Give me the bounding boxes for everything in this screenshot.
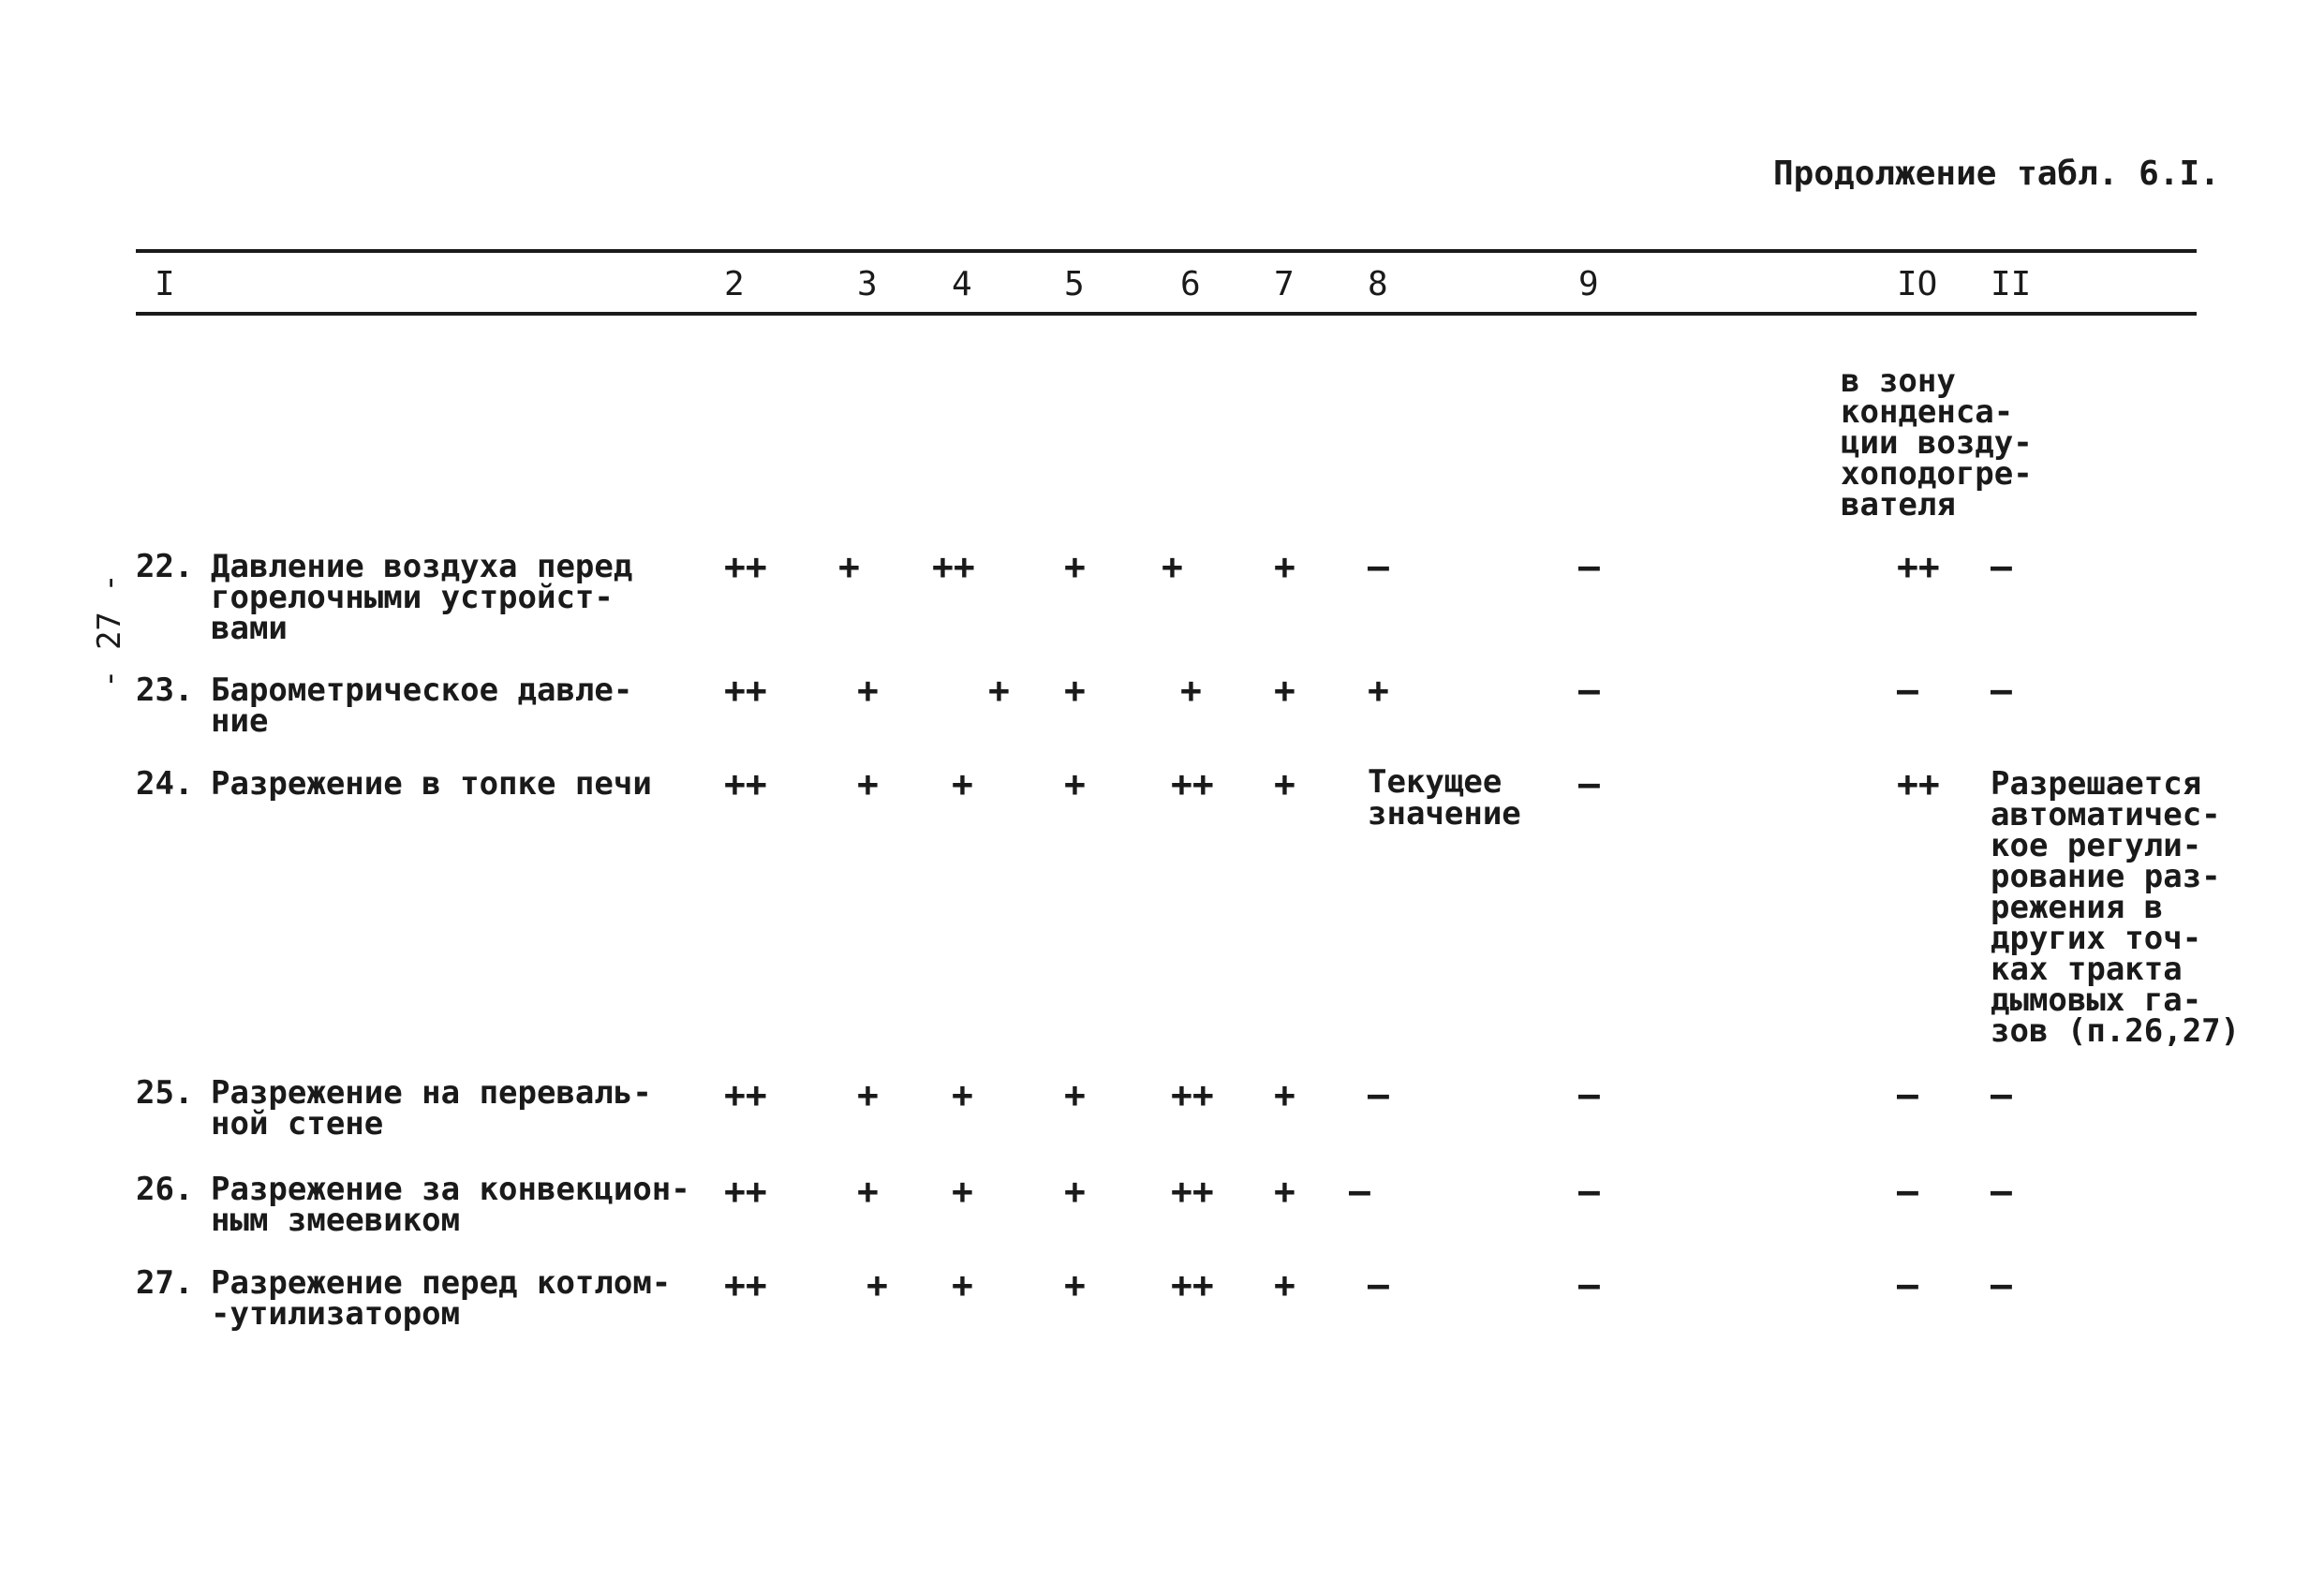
cell: – xyxy=(1991,546,2012,587)
cell: – xyxy=(1578,763,1600,804)
cell: – xyxy=(1991,1264,2012,1305)
note-line: ции возду- xyxy=(1841,424,2033,462)
column-header-5: 5 xyxy=(1064,265,1085,303)
row-name: ной стене xyxy=(211,1105,384,1143)
table-caption: Продолжение табл. 6.I. xyxy=(1773,155,2220,193)
cell: – xyxy=(1897,1171,1918,1212)
row-name: вами xyxy=(211,610,288,647)
cell: + xyxy=(952,763,973,804)
cell: – xyxy=(1368,546,1389,587)
cell: ++ xyxy=(1171,1074,1214,1115)
row-number: 22. xyxy=(136,548,194,585)
column-header-10: IO xyxy=(1897,265,1938,303)
row-number: 26. xyxy=(136,1171,194,1208)
row-name: Давление воздуха перед xyxy=(211,548,633,585)
column-header-9: 9 xyxy=(1578,265,1599,303)
cell: ++ xyxy=(724,1264,767,1305)
cell: + xyxy=(1064,1264,1086,1305)
cell: ++ xyxy=(724,546,767,587)
row-number: 27. xyxy=(136,1264,194,1302)
row-number: 25. xyxy=(136,1074,194,1112)
note-line: в зону xyxy=(1841,362,1956,400)
cell: + xyxy=(988,670,1010,711)
note-line: Разрешается xyxy=(1991,765,2202,803)
cell: + xyxy=(952,1074,973,1115)
cell: – xyxy=(1578,546,1600,587)
cell: + xyxy=(1274,1264,1295,1305)
row-name: Разрежение в топке печи xyxy=(211,765,652,803)
cell: – xyxy=(1991,1171,2012,1212)
note-line: конденса- xyxy=(1841,393,2014,431)
cell: ++ xyxy=(724,763,767,804)
cell: + xyxy=(1368,670,1389,711)
cell: + xyxy=(1274,1171,1295,1212)
cell: + xyxy=(1274,763,1295,804)
cell: – xyxy=(1368,1074,1389,1115)
cell: + xyxy=(1274,1074,1295,1115)
note-line: кое регули- xyxy=(1991,827,2202,864)
cell: – xyxy=(1578,1264,1600,1305)
cell: ++ xyxy=(1897,546,1940,587)
column-header-1: I xyxy=(155,265,175,303)
cell: + xyxy=(1162,546,1183,587)
note-line: других точ- xyxy=(1991,920,2202,957)
cell: ++ xyxy=(724,1171,767,1212)
cell: + xyxy=(838,546,860,587)
column-header-3: 3 xyxy=(857,265,878,303)
cell: – xyxy=(1991,1074,2012,1115)
cell: + xyxy=(857,670,879,711)
cell: + xyxy=(1064,1171,1086,1212)
cell: ++ xyxy=(932,546,975,587)
cell: + xyxy=(1180,670,1202,711)
cell: ++ xyxy=(724,670,767,711)
cell: ++ xyxy=(1171,1171,1214,1212)
cell: – xyxy=(1368,1264,1389,1305)
column-header-4: 4 xyxy=(952,265,972,303)
column-header-2: 2 xyxy=(724,265,745,303)
cell: + xyxy=(1064,1074,1086,1115)
note-line: рование раз- xyxy=(1991,858,2221,895)
cell: ++ xyxy=(1897,763,1940,804)
cell: + xyxy=(952,1264,973,1305)
row-number: 23. xyxy=(136,671,194,709)
cell: ++ xyxy=(1171,763,1214,804)
cell: ++ xyxy=(724,1074,767,1115)
cell: ++ xyxy=(1171,1264,1214,1305)
row-number: 24. xyxy=(136,765,194,803)
cell: + xyxy=(857,1074,879,1115)
cell: + xyxy=(1064,670,1086,711)
cell: – xyxy=(1349,1171,1370,1212)
note-line: ках тракта xyxy=(1991,951,2183,988)
cell: – xyxy=(1578,670,1600,711)
cell: + xyxy=(1274,546,1295,587)
row-name: ние xyxy=(211,702,269,740)
cell-current-value: Текущее значение xyxy=(1368,763,1521,833)
cell: – xyxy=(1991,670,2012,711)
row-name: -утилизатором xyxy=(211,1295,461,1333)
cell: – xyxy=(1897,670,1918,711)
header-bottom-rule xyxy=(136,312,2197,316)
row-name: горелочными устройст- xyxy=(211,579,614,616)
cell: + xyxy=(1064,763,1086,804)
column-header-6: 6 xyxy=(1180,265,1201,303)
row-name: Разрежение за конвекцион- xyxy=(211,1171,690,1208)
cell: + xyxy=(1064,546,1086,587)
header-top-rule xyxy=(136,249,2197,253)
cell: + xyxy=(857,763,879,804)
row-name: Разрежение перед котлом- xyxy=(211,1264,672,1302)
note-line: режения в xyxy=(1991,889,2164,926)
note-line: зов (п.26,27) xyxy=(1991,1012,2241,1050)
cell: + xyxy=(866,1264,888,1305)
cell: – xyxy=(1897,1074,1918,1115)
cell: – xyxy=(1578,1171,1600,1212)
row-name: Разрежение на переваль- xyxy=(211,1074,652,1112)
cell: + xyxy=(1274,670,1295,711)
cell: – xyxy=(1578,1074,1600,1115)
cell: + xyxy=(857,1171,879,1212)
note-line: хоподогре- xyxy=(1841,455,2033,493)
cell: + xyxy=(952,1171,973,1212)
row-name: ным змеевиком xyxy=(211,1202,461,1239)
column-header-7: 7 xyxy=(1274,265,1295,303)
note-line: автоматичес- xyxy=(1991,796,2221,833)
column-header-8: 8 xyxy=(1368,265,1388,303)
row-name: Барометрическое давле- xyxy=(211,671,633,709)
cell: – xyxy=(1897,1264,1918,1305)
column-header-11: II xyxy=(1991,265,2032,303)
note-line: дымовых га- xyxy=(1991,981,2202,1019)
page-number-margin: - 27 - xyxy=(91,573,128,688)
note-line: вателя xyxy=(1841,486,1956,524)
